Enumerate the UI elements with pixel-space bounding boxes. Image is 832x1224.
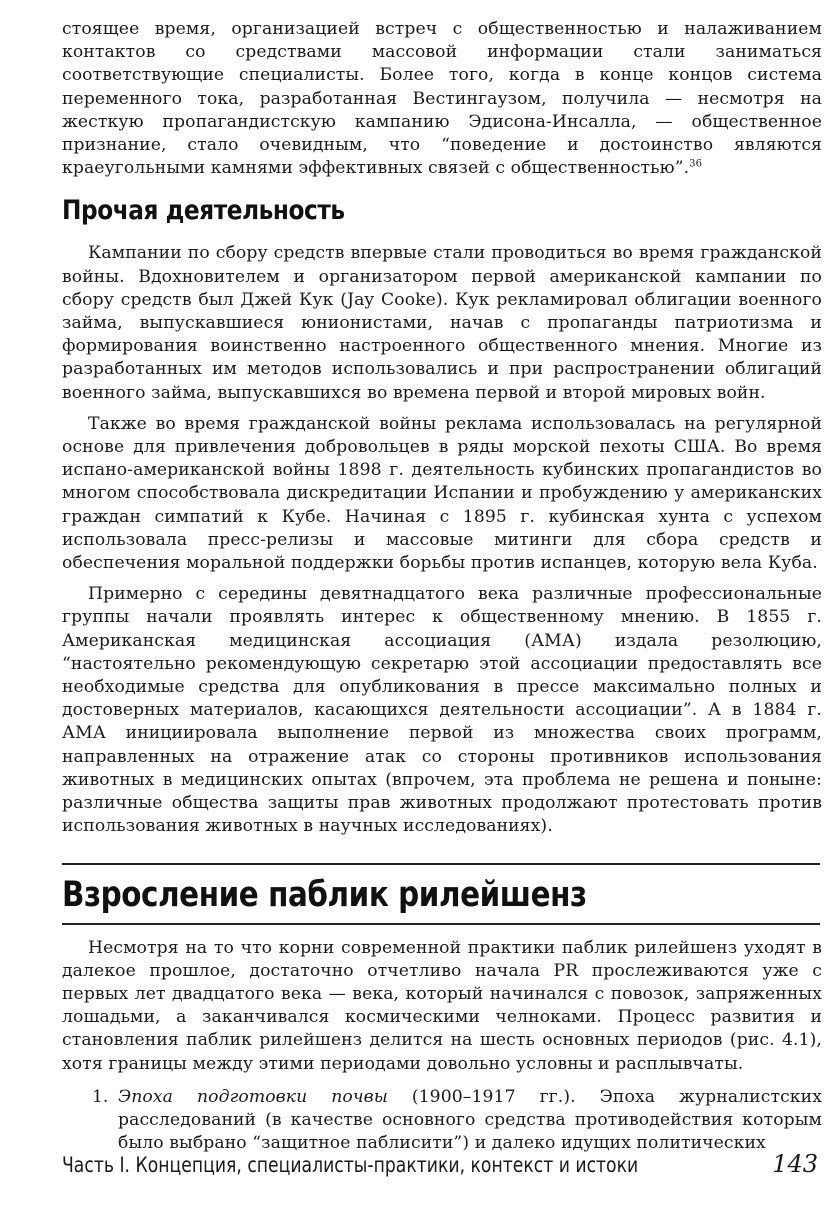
list-item — [62, 1086, 822, 1156]
body-paragraph: Также во время гражданской войны реклама использовалась на регулярной основе для привлечения добровольцев в ряды морской пехоты США. Во время испано-американской войны 1898 г. деятельность кубинских пропагандистов во многом способствовала дискредитации Испании и пробуждению у американских граждан симпатий к Кубе. Начиная с 1895 г. кубинская хунта с успехом использовала пресс-релизы и массовые митинги для сбора средств и обеспечения моральной поддержки борьбы против испанцев, которую вела Куба. — [62, 413, 822, 574]
section-divider-bottom — [62, 923, 820, 925]
section-heading-other-activity: Прочая деятельность — [62, 195, 345, 227]
body-paragraph: Несмотря на то что корни современной практики паблик рилейшенз уходят в далекое прошлое, достаточно отчетливо начала PR прослеживаются уже с первых лет двадцатого века — века, который начинался с повозок, запряженных лошадьми, а заканчивался космическими челноками. Процесс развития и становления паблик рилейшенз делится на шесть основных периодов (рис. 4.1), хотя границы между этими периодами довольно условны и расплывчаты. — [62, 937, 822, 1074]
intro-text: стоящее время, организацией встреч с общественностью и налаживанием контактов со средствами массовой информации стали заниматься соответствующие специалисты. Более того, когда в конце концов система переменного тока, разработанная Вестингаузом, получила — несмотря на жесткую пропагандистскую кампанию Эдисона-Инсалла, — общественное признание, стало очевидным, что “поведение и достоинство являются краеугольными камнями эффективных связей с общественностью”. — [62, 19, 822, 179]
body-paragraph: Примерно с середины девятнадцатого века различные профессиональные группы начали проявлять интерес к общественному мнению. В 1855 г. Американская медицинская ассоциация (АМА) издала резолюцию, “настоятельно рекомендующую секретарю этой ассоциации предоставлять все необходимые средства для опубликования в прессе максимально полных и достоверных материалов, касающихся деятельности ассоциации”. А в 1884 г. АМА инициировала выполнение первой из множества своих программ, направленных на отражение атак со стороны противников использования животных в медицинских опытах (впрочем, эта проблема не решена и поныне: различные общества защиты прав животных продолжают протестовать против использования животных в научных исследованиях). — [62, 584, 822, 837]
body-paragraph: Кампании по сбору средств впервые стали проводиться во время гражданской войны. Вдохновителем и организатором первой американской кампании по сбору средств был Джей Кук (Jay Cooke). Кук рекламировал облигации военного займа, выпускавшиеся юнионистами, начав с пропаганды патриотизма и формирования воинственно настроенного общественного мнения. Многие из разработанных им методов использовались и при распространении облигаций военного займа, выпускавшихся во времена первой и второй мировых войн. — [62, 243, 822, 403]
section-heading-growth: Взросление паблик рилейшенз — [62, 874, 587, 915]
page-number: 143 — [772, 1150, 818, 1178]
page-footer — [62, 1150, 822, 1178]
footer-running-title: Часть I. Концепция, специалисты-практики, контекст и истоки — [62, 1153, 639, 1177]
list-item-title: Эпоха подготовки почвы — [118, 1086, 388, 1107]
list-item-body: (1900–1917 гг.). Эпоха журналистских расследований (в качестве основного средства противодействия которым было выбрано “защитное паблисити”) и далеко идущих политических — [118, 1086, 822, 1154]
list-item-number: 1. — [92, 1086, 109, 1107]
section-divider-top — [62, 863, 820, 865]
page-content — [62, 18, 822, 1155]
footnote-marker: 36 — [689, 158, 703, 170]
list-item-text — [118, 1086, 822, 1156]
intro-paragraph — [62, 18, 822, 180]
